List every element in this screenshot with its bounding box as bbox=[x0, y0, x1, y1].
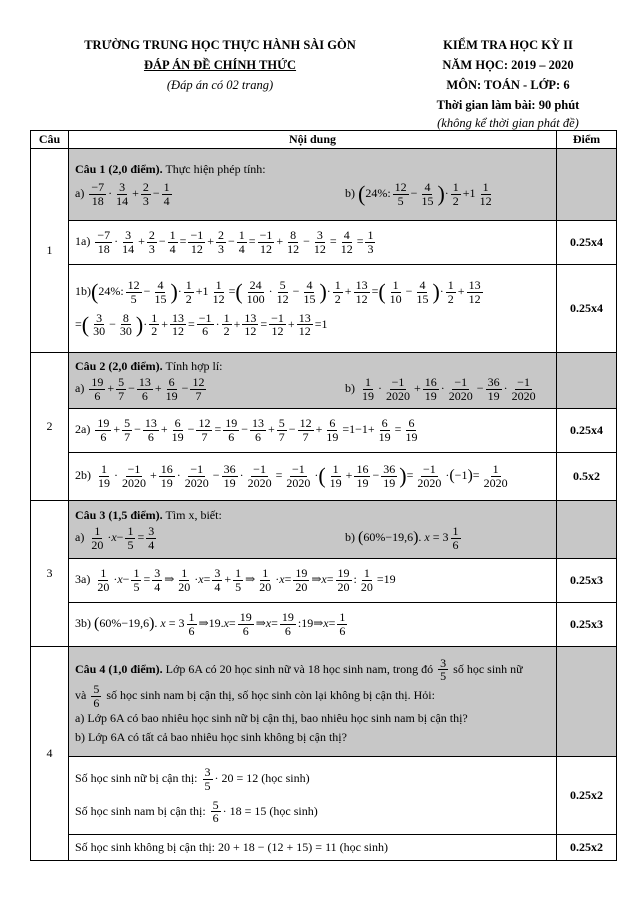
q4-score-a: 0.25x2 bbox=[557, 757, 617, 835]
q3a-score: 0.25x3 bbox=[557, 559, 617, 603]
school-name: TRƯỜNG TRUNG HỌC THỰC HÀNH SÀI GÒN bbox=[84, 38, 356, 52]
q3-prompt: Tìm x, biết: bbox=[165, 507, 222, 522]
q1-question bbox=[69, 149, 557, 221]
header-diem: Điểm bbox=[557, 131, 617, 149]
q4-question-score bbox=[557, 647, 617, 757]
q1b-score: 0.25x4 bbox=[557, 265, 617, 353]
q3b-expression: b) (60%−19,6). x = 3 $\frac{1}{6}$ bbox=[345, 523, 459, 552]
header-cau: Câu bbox=[31, 131, 69, 149]
q2-number: 2 bbox=[31, 353, 69, 501]
q1a-expression: a) $\frac{-7}{18}$ · $\frac{3}{14}$ + $\frac{2}{3}$ − $\frac{1}{4}$ bbox=[75, 179, 170, 208]
q2-title: Câu 2 (2,0 điểm). bbox=[75, 358, 163, 373]
q4-score-b: 0.25x2 bbox=[557, 835, 617, 861]
duration-note: (không kể thời gian phát đề) bbox=[437, 116, 579, 130]
q3-question bbox=[69, 501, 557, 559]
answer-table bbox=[30, 130, 617, 861]
q3-title: Câu 3 (1,5 điểm). bbox=[75, 507, 163, 522]
exam-title: KIỂM TRA HỌC KỲ II bbox=[443, 38, 573, 52]
subject-grade: MÔN: TOÁN - LỚP: 6 bbox=[446, 78, 570, 92]
q3b-answer: 3b) (60%−19,6). x = 3 $\frac{1}{6}$ ⇒19.x= $\frac{19}{6}$ ⇒x= $\frac{19}{6}$ :19⇒x= $\frac{1}{6}$ bbox=[69, 603, 557, 647]
q1a-score: 0.25x4 bbox=[557, 221, 617, 265]
q4-title: Câu 4 (1,0 điểm). bbox=[75, 661, 163, 676]
q1b-expression: b) (24%: $\frac{12}{5}$ − $\frac{4}{15}$ )· $\frac{1}{2}$ +1 $\frac{1}{12}$ bbox=[345, 179, 492, 208]
q4-sub-b: b) Lớp 6A có tất cả bao nhiêu học sinh không bị cận thị? bbox=[75, 729, 347, 744]
q2a-answer: 2a) $\frac{19}{6}$ + $\frac{5}{7}$ − $\frac{13}{6}$ + $\frac{6}{19}$ − $\frac{12}{7}$ = $\frac{19}{6}$ − $\frac{13}{6}$ + $\frac{5}{7}$ − $\frac{12}{7}$ + $\frac{6}{19}$ =1−1+ $\frac{6}{19}$ = $\frac{6}{19}$ bbox=[69, 409, 557, 453]
q1-number: 1 bbox=[31, 149, 69, 353]
q4-answer-b: Số học sinh không bị cận thị: 20 + 18 − (12 + 15) = 11 (học sinh) bbox=[69, 835, 557, 861]
q3-question-score bbox=[557, 501, 617, 559]
q3a-expression: a) $\frac{1}{20}$ ·x− $\frac{1}{5}$ = $\frac{3}{4}$ bbox=[75, 523, 155, 552]
q2a-score: 0.25x4 bbox=[557, 409, 617, 453]
q1b-answer: 1b)(24%: $\frac{12}{5}$ − $\frac{4}{15}$ )· $\frac{1}{2}$ +1 $\frac{1}{12}$ =( $\frac{24}{100}$ · $\frac{5}{12}$ − $\frac{4}{15}$ )· $\frac{1}{2}$ + $\frac{13}{12}$ =( $\frac{1}{10}$ − $\frac{4}{15}$ )· $\frac{1}{2}$ + $\frac{13}{12}$ =( $\frac{3}{30}$ − $\frac{8}{30}$ )· $\frac{1}{2}$ + $\frac{13}{12}$ = $\frac{-1}{6}$ · $\frac{1}{2}$ + $\frac{13}{12}$ = $\frac{-1}{12}$ + $\frac{13}{12}$ =1 bbox=[69, 265, 557, 353]
q1-question-score bbox=[557, 149, 617, 221]
q3-number: 3 bbox=[31, 501, 69, 647]
q4-answer-a: Số học sinh nữ bị cận thị: $\frac{3}{5}$ · 20 = 12 (học sinh) Số học sinh nam bị cận thị: $\frac{5}{6}$ · 18 = 15 (học sinh) bbox=[69, 757, 557, 835]
q2-question bbox=[69, 353, 557, 409]
q2-prompt: Tính hợp lí: bbox=[165, 358, 223, 373]
page-count-note: (Đáp án có 02 trang) bbox=[166, 78, 274, 92]
q3b-score: 0.25x3 bbox=[557, 603, 617, 647]
exam-duration: Thời gian làm bài: 90 phút bbox=[436, 98, 580, 112]
document-header bbox=[0, 38, 638, 134]
q2b-expression: b) $\frac{1}{19}$ · $\frac{-1}{2020}$ + $\frac{16}{19}$ · $\frac{-1}{2020}$ − $\frac{36}{19}$ · $\frac{-1}{2020}$ bbox=[345, 374, 536, 403]
q4-number: 4 bbox=[31, 647, 69, 861]
q4-sub-a: a) Lớp 6A có bao nhiêu học sinh nữ bị cận thị, bao nhiêu học sinh nam bị cận thị? bbox=[75, 711, 468, 726]
q2-question-score bbox=[557, 353, 617, 409]
q2b-score: 0.5x2 bbox=[557, 453, 617, 501]
q1-title: Câu 1 (2,0 điểm). bbox=[75, 161, 163, 176]
q1-prompt: Thực hiện phép tính: bbox=[165, 161, 266, 176]
q4-question: Câu 4 (1,0 điểm). Lớp 6A có 20 học sinh nữ và 18 học sinh nam, trong đó $\frac{3}{5}$ số học sinh nữ và $\frac{5}{6}$ số học sinh nam bị cận thị, số học sinh còn lại không bị cận thị. Hỏi: a) Lớp 6A có bao nhiêu học sinh nữ bị cận thị, bao nhiêu học sinh nam bị cận thị? b) Lớp 6A có tất cả bao nhiêu học sinh không bị cận thị? bbox=[69, 647, 557, 757]
official-answer-title: ĐÁP ÁN ĐỀ CHÍNH THỨC bbox=[143, 58, 297, 72]
q2a-expression: a) $\frac{19}{6}$ + $\frac{5}{7}$ − $\frac{13}{6}$ + $\frac{6}{19}$ − $\frac{12}{7}$ bbox=[75, 374, 205, 403]
q2b-answer: 2b) $\frac{1}{19}$ · $\frac{-1}{2020}$ + $\frac{16}{19}$ · $\frac{-1}{2020}$ − $\frac{36}{19}$ · $\frac{-1}{2020}$ = $\frac{-1}{2020}$ ·( $\frac{1}{19}$ + $\frac{16}{19}$ − $\frac{36}{19}$ )= $\frac{-1}{2020}$ ·(−1)= $\frac{1}{2020}$ bbox=[69, 453, 557, 501]
school-year: NĂM HỌC: 2019 – 2020 bbox=[442, 58, 574, 72]
q3a-answer: 3a) $\frac{1}{20}$ ·x− $\frac{1}{5}$ = $\frac{3}{4}$ ⇒ $\frac{1}{20}$ ·x= $\frac{3}{4}$ + $\frac{1}{5}$ ⇒ $\frac{1}{20}$ ·x= $\frac{19}{20}$ ⇒x= $\frac{19}{20}$ : $\frac{1}{20}$ =19 bbox=[69, 559, 557, 603]
q1a-answer: 1a) $\frac{-7}{18}$ · $\frac{3}{14}$ + $\frac{2}{3}$ − $\frac{1}{4}$ = $\frac{-1}{12}$ + $\frac{2}{3}$ − $\frac{1}{4}$ = $\frac{-1}{12}$ + $\frac{8}{12}$ − $\frac{3}{12}$ = $\frac{4}{12}$ = $\frac{1}{3}$ bbox=[69, 221, 557, 265]
header-noi-dung: Nội dung bbox=[69, 131, 557, 149]
